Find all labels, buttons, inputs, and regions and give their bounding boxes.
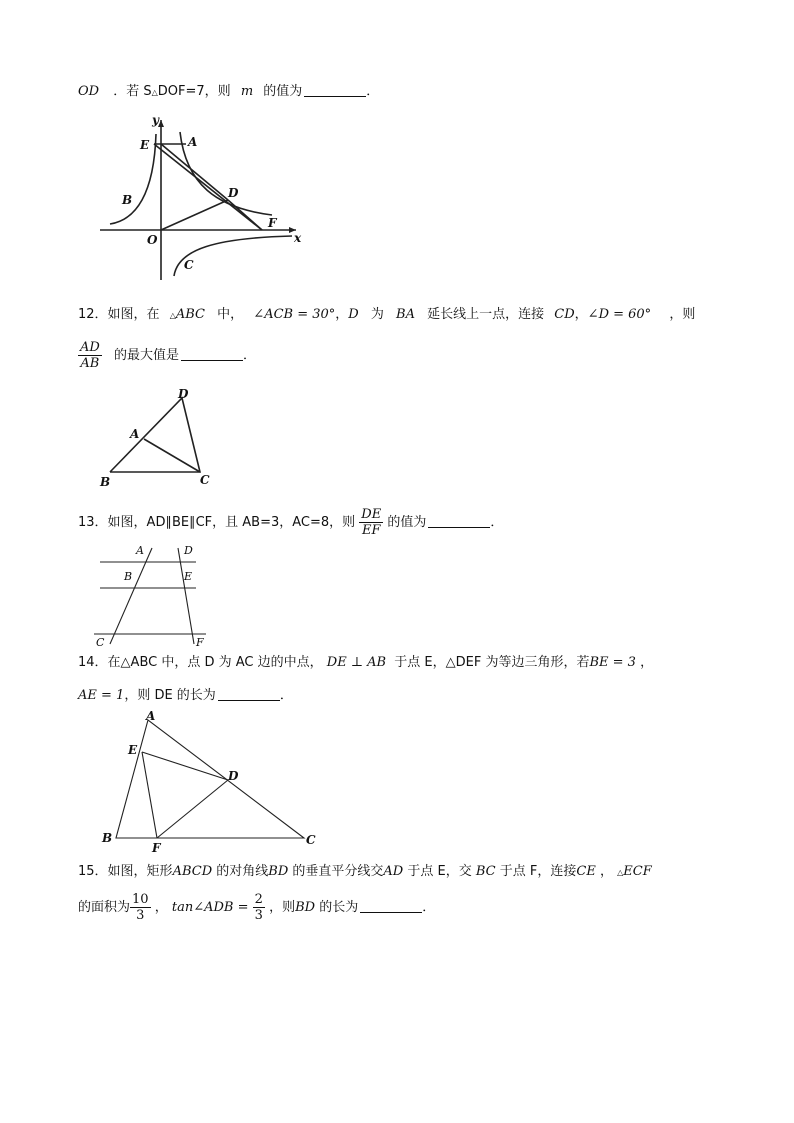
q13-figure: [92, 542, 212, 648]
q14-text-1: 在△ABC 中，点 D 为 AC 边的中点，: [107, 655, 323, 670]
fraction-de-ef: [359, 507, 383, 538]
q14-number: 14．: [78, 655, 108, 670]
segment-ac: [144, 439, 200, 472]
label-y: y: [152, 114, 159, 127]
triangle-symbol: △: [617, 868, 624, 877]
q11-tail-line: [78, 82, 379, 103]
label-b: B: [102, 831, 113, 845]
q11-ask: 的值为: [263, 84, 303, 99]
length-be: BE = 3: [589, 655, 636, 670]
segment-bc: BC: [475, 864, 496, 879]
fraction-numerator: DE: [361, 507, 382, 522]
segment-ad: AD: [383, 864, 404, 879]
comma: ，: [640, 655, 654, 670]
q15-text-4: 于点 E，交: [407, 864, 472, 879]
label-e: E: [140, 138, 150, 152]
variable-m: m: [240, 84, 254, 99]
segment-ba: BA: [396, 307, 415, 322]
label-a: A: [136, 544, 144, 557]
answer-blank-15[interactable]: [360, 898, 422, 913]
q15-text-5: 于点 F，连接: [499, 864, 577, 879]
fraction-numerator: AD: [80, 340, 100, 355]
comma: ，: [574, 307, 588, 322]
label-e: E: [184, 570, 193, 583]
q13-number: 13．: [78, 515, 108, 530]
triangle-abc: ABC: [175, 307, 205, 322]
q14-text-3: ，则 DE 的长为: [124, 688, 216, 703]
q15-text-3: 的垂直平分线交: [292, 864, 384, 879]
q12-text-3: 为: [370, 307, 384, 322]
fraction-denominator: 3: [254, 908, 263, 923]
segment-ce: CE: [576, 864, 596, 879]
fraction-denominator: EF: [362, 523, 381, 538]
label-d: D: [178, 387, 189, 401]
label-b: B: [100, 475, 111, 489]
comma: ，: [335, 307, 349, 322]
q12-ask: 的最大值是: [113, 348, 179, 363]
diagonal-bd: BD: [268, 864, 289, 879]
q12-text-4: 延长线上一点，连接: [427, 307, 545, 322]
q12-text-2: 中，: [217, 307, 244, 322]
segment-ef: [142, 752, 157, 838]
fraction-denominator: AB: [80, 356, 100, 371]
label-f: F: [268, 216, 277, 230]
segment-fd: [157, 780, 228, 838]
triangle-symbol: △: [169, 311, 176, 320]
q14-end: ．: [279, 688, 293, 703]
q15-text-1: 如图，矩形: [107, 864, 173, 879]
label-c: C: [306, 833, 316, 847]
q11-end: ．: [366, 84, 380, 99]
q12-text-1: 如图，在: [107, 307, 160, 322]
label-o: O: [147, 233, 158, 247]
q15-text-10: 的长为: [319, 900, 359, 915]
q12-line-1: [78, 305, 695, 326]
q12-line-2: [78, 338, 256, 374]
label-x: x: [294, 231, 302, 245]
fraction-ad-ab: [78, 340, 102, 371]
q15-number: 15．: [78, 864, 108, 879]
segment-ed: [161, 144, 228, 200]
q13-end: ．: [490, 515, 504, 530]
q11-text-dof: DOF=7，则: [157, 84, 231, 99]
fraction-numerator: 2: [254, 892, 263, 907]
q11-text-ruo: ．若 S: [113, 84, 152, 99]
label-f: F: [152, 841, 161, 855]
q15-end: ．: [422, 900, 436, 915]
label-a: A: [130, 427, 140, 441]
label-a: A: [188, 135, 198, 149]
label-d: D: [228, 186, 239, 200]
q12-end: ．: [242, 348, 256, 363]
q14-figure: [96, 708, 326, 856]
q15-line-2: [78, 890, 435, 926]
label-b: B: [124, 570, 133, 583]
answer-blank-13[interactable]: [428, 513, 490, 528]
triangle-subscript: △: [151, 88, 158, 97]
q12-number: 12．: [78, 307, 108, 322]
comma: ，: [154, 900, 168, 915]
q14-text-2: 于点 E，△DEF 为等边三角形，若: [394, 655, 590, 670]
segment-ef: [154, 144, 262, 230]
label-c: C: [96, 636, 105, 648]
comma: ，: [599, 864, 613, 879]
rectangle-abcd: ABCD: [172, 864, 213, 879]
triangle-abc: [116, 720, 304, 838]
label-e: E: [128, 743, 138, 757]
q12-text-5: ，则: [669, 307, 696, 322]
answer-blank-14[interactable]: [218, 686, 280, 701]
tan-adb: tan∠ADB =: [171, 900, 249, 915]
q11-figure: [96, 114, 310, 286]
perpendicular-de-ab: DE ⊥ AB: [326, 655, 387, 670]
q13-ask: 的值为: [387, 515, 427, 530]
q13-line: [78, 505, 503, 541]
q13-text: 如图，AD∥BE∥CF，且 AB=3，AC=8，则: [107, 515, 356, 530]
triangle-dbc-outline: [110, 398, 200, 472]
segment-od-fig: [161, 200, 228, 230]
label-a: A: [146, 709, 156, 723]
point-d: D: [348, 307, 359, 322]
diagonal-bd: BD: [295, 900, 316, 915]
angle-d: ∠D = 60°: [587, 307, 652, 322]
segment-cd: CD: [554, 307, 575, 322]
fraction-denominator: 3: [136, 908, 145, 923]
triangle-ecf: ECF: [623, 864, 652, 879]
q15-text-9: ，则: [269, 900, 296, 915]
segment-df: [228, 200, 262, 230]
q15-text-2: 的对角线: [216, 864, 269, 879]
q14-line-1: [78, 653, 653, 673]
label-f: F: [196, 636, 204, 648]
q12-figure: [94, 386, 218, 490]
answer-blank-11[interactable]: [304, 82, 366, 97]
length-ae: AE = 1: [78, 688, 125, 703]
q15-line-1: [78, 862, 652, 883]
segment-od: OD: [78, 84, 100, 99]
fraction-area: [130, 892, 151, 923]
label-d: D: [228, 769, 239, 783]
fraction-tan: [253, 892, 265, 923]
angle-acb: ∠ACB = 30°: [253, 307, 336, 322]
q15-text-7: 的面积为: [78, 900, 131, 915]
label-c: C: [200, 473, 210, 487]
label-c: C: [184, 258, 194, 272]
answer-blank-12[interactable]: [181, 346, 243, 361]
q14-line-2: [78, 686, 293, 706]
segment-ed: [142, 752, 228, 780]
fraction-numerator: 10: [132, 892, 149, 907]
label-d: D: [184, 544, 193, 557]
label-b: B: [122, 193, 133, 207]
